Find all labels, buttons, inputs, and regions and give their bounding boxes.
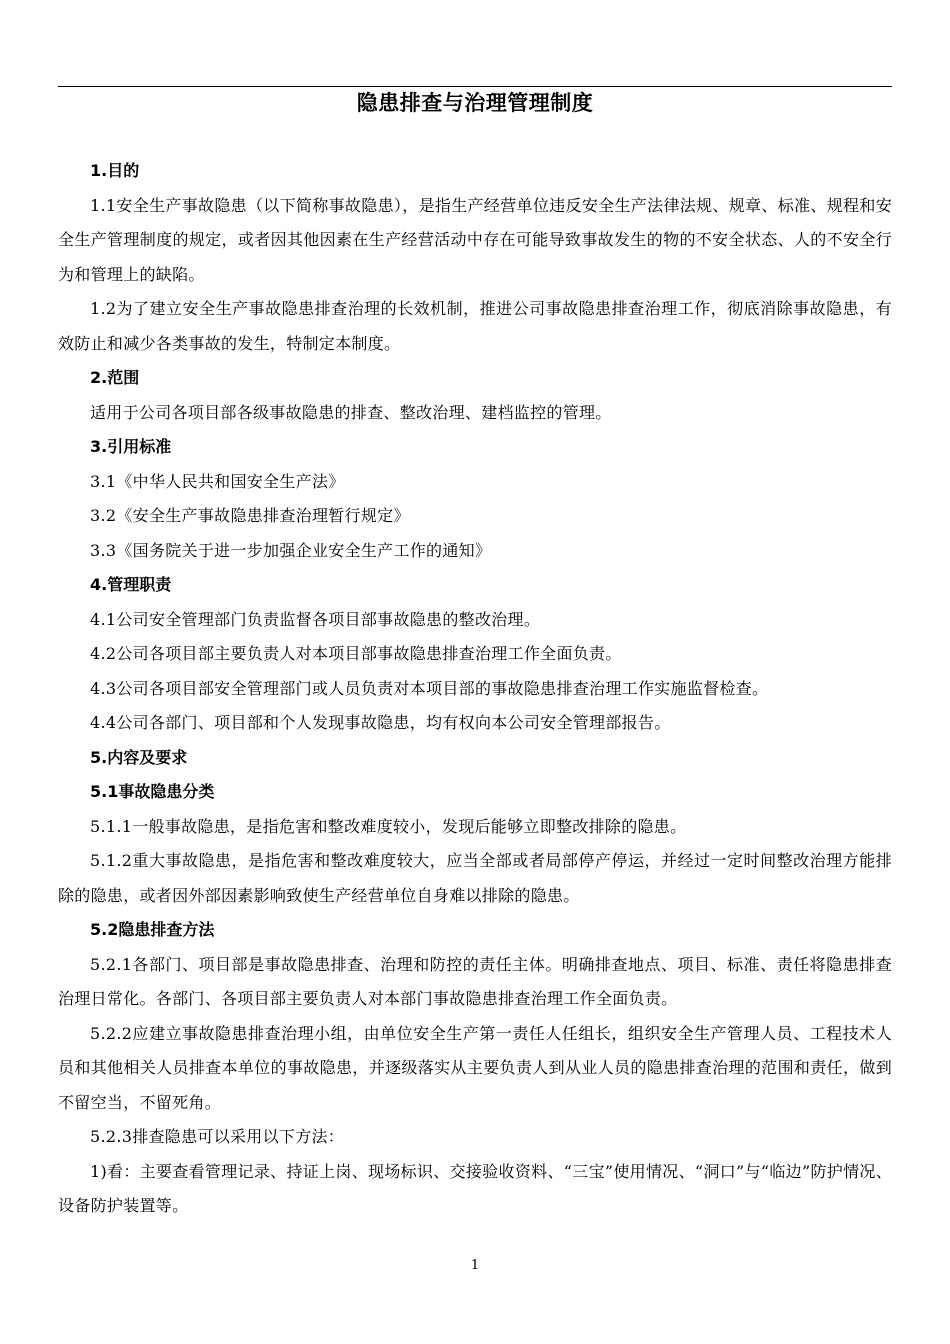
subsection-heading-classification: 5.1事故隐患分类 xyxy=(90,782,215,801)
section-heading-content: 5.内容及要求 xyxy=(90,747,188,767)
responsibility-item: 4.1公司安全管理部门负责监督各项目部事故隐患的整改治理。 xyxy=(90,609,541,629)
paragraph-1-2: 1.2为了建立安全生产事故隐患排查治理的长效机制，推进公司事故隐患排查治理工作，彻底消除事故隐患，有效防止和减少各类事故的发生，特制定本制度。 xyxy=(58,299,892,353)
section-heading-purpose: 1.目的 xyxy=(90,161,140,180)
document-body xyxy=(58,154,892,1224)
section-heading-references: 3.引用标准 xyxy=(90,437,172,456)
reference-item: 3.1《中华人民共和国安全生产法》 xyxy=(90,471,345,491)
paragraph-5-2-1: 5.2.1各部门、项目部是事故隐患排查、治理和防控的责任主体。明确排查地点、项目、标准、责任将隐患排查治理日常化。各部门、各项目部主要负责人对本部门事故隐患排查治理工作全面负责。 xyxy=(58,954,892,1008)
section-heading-scope: 2.范围 xyxy=(90,368,140,387)
page-number: 1 xyxy=(470,1258,480,1273)
paragraph-method-look: 1)看：主要查看管理记录、持证上岗、现场标识、交接验收资料、“三宝”使用情况、“洞口”与“临边”防护情况、设备防护装置等。 xyxy=(58,1161,892,1215)
paragraph-5-1-2: 5.1.2重大事故隐患，是指危害和整改难度较大，应当全部或者局部停产停运，并经过一定时间整改治理方能排除的隐患，或者因外部因素影响致使生产经营单位自身难以排除的隐患。 xyxy=(58,851,892,905)
reference-item: 3.2《安全生产事故隐患排查治理暂行规定》 xyxy=(90,506,410,525)
section-heading-responsibilities: 4.管理职责 xyxy=(90,575,172,594)
paragraph-2-1: 适用于公司各项目部各级事故隐患的排查、整改治理、建档监控的管理。 xyxy=(90,402,612,422)
responsibility-item: 4.2公司各项目部主要负责人对本项目部事故隐患排查治理工作全面负责。 xyxy=(90,644,622,663)
document-title: 隐患排查与治理管理制度 xyxy=(356,91,594,115)
reference-item: 3.3《国务院关于进一步加强企业安全生产工作的通知》 xyxy=(90,540,492,560)
subsection-heading-methods: 5.2隐患排查方法 xyxy=(90,920,215,939)
paragraph-5-1-1: 5.1.1一般事故隐患，是指危害和整改难度较小，发现后能够立即整改排除的隐患。 xyxy=(90,816,687,836)
paragraph-5-2-2: 5.2.2应建立事故隐患排查治理小组，由单位安全生产第一责任人任组长，组织安全生产管理人员、工程技术人员和其他相关人员排查本单位的事故隐患，并逐级落实从主要负责人到从业人员的隐患排查治理的范围和责任，做到不留空当，不留死角。 xyxy=(58,1023,892,1112)
responsibility-item: 4.4公司各部门、项目部和个人发现事故隐患，均有权向本公司安全管理部报告。 xyxy=(90,713,671,732)
paragraph-1-1: 1.1安全生产事故隐患（以下简称事故隐患），是指生产经营单位违反安全生产法律法规、规章、标准、规程和安全生产管理制度的规定，或者因其他因素在生产经营活动中存在可能导致事故发生的物的不安全状态、人的不安全行为和管理上的缺陷。 xyxy=(58,195,892,284)
header-rule xyxy=(58,86,892,87)
responsibility-item: 4.3公司各项目部安全管理部门或人员负责对本项目部的事故隐患排查治理工作实施监督检查。 xyxy=(90,678,769,698)
paragraph-5-2-3: 5.2.3排查隐患可以采用以下方法： xyxy=(90,1127,345,1146)
